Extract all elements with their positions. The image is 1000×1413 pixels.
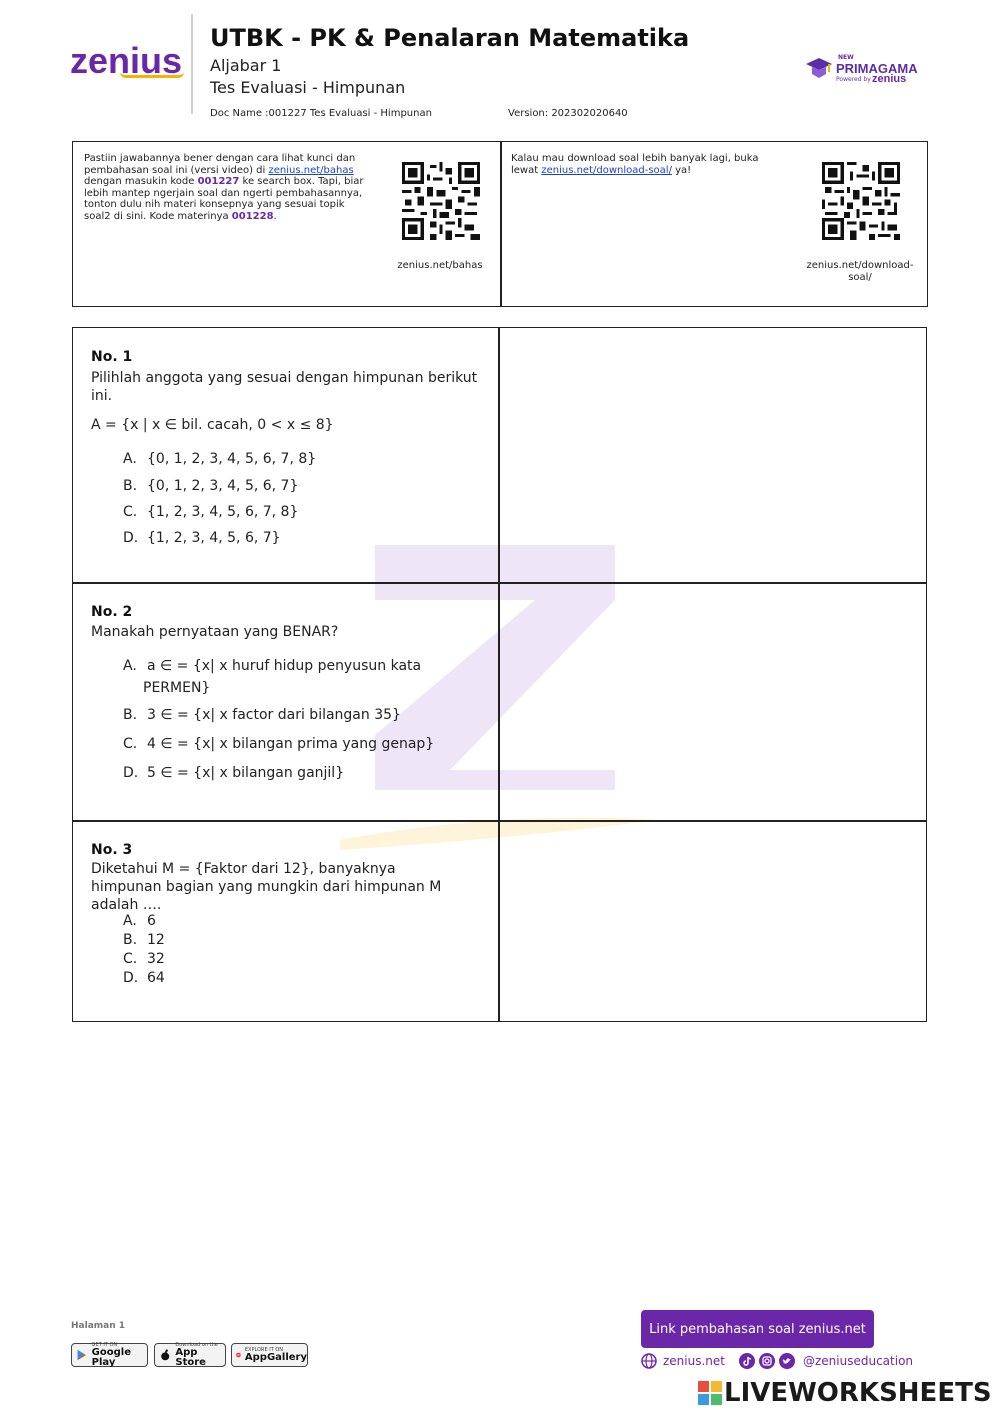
- qr-label-bahas: zenius.net/bahas: [397, 260, 483, 271]
- question-3-option-a[interactable]: A. 6: [123, 913, 156, 929]
- primagama-powered-by: Powered by: [836, 76, 871, 83]
- info-box-divider: [500, 141, 502, 307]
- page-number: Halaman 1: [71, 1321, 126, 1331]
- tiktok-icon[interactable]: [739, 1353, 755, 1369]
- question-row-divider-2: [72, 820, 927, 822]
- question-2-option-d[interactable]: D. 5 ∈ = {x| x bilangan ganjil}: [123, 765, 345, 781]
- question-2-option-b[interactable]: B. 3 ∈ = {x| x factor dari bilangan 35}: [123, 707, 401, 723]
- qr-code-download-icon[interactable]: [822, 162, 900, 240]
- question-1-number: No. 1: [91, 349, 133, 365]
- question-3-option-b[interactable]: B. 12: [123, 932, 165, 948]
- instagram-icon[interactable]: [759, 1353, 775, 1369]
- question-1-text: Pilihlah anggota yang sesuai dengan himpunan berikut ini.: [91, 370, 478, 404]
- twitter-icon[interactable]: [779, 1353, 795, 1369]
- question-2-option-a[interactable]: A. a ∈ = {x| x huruf hidup penyusun kata: [123, 658, 422, 674]
- liveworksheets-logo-icon: [698, 1381, 722, 1405]
- liveworksheets-watermark: LIVEWORKSHEETS: [698, 1378, 992, 1408]
- google-play-icon: [76, 1348, 88, 1362]
- question-1-set-definition: A = {x | x ∈ bil. cacah, 0 < x ≤ 8}: [91, 417, 334, 433]
- question-2-text: Manakah pernyataan yang BENAR?: [91, 624, 339, 640]
- question-3-option-d[interactable]: D. 64: [123, 970, 165, 986]
- question-1-option-b[interactable]: B. {0, 1, 2, 3, 4, 5, 6, 7}: [123, 478, 299, 494]
- website-link[interactable]: zenius.net: [663, 1354, 725, 1368]
- apple-icon: [159, 1348, 171, 1362]
- document-subtitle-topic: Aljabar 1: [210, 56, 282, 75]
- question-1-option-c[interactable]: C. {1, 2, 3, 4, 5, 6, 7, 8}: [123, 504, 299, 520]
- question-3-text: Diketahui M = {Faktor dari 12}, banyaknya himpunan bagian yang mungkin dari himpunan M adalah ….: [91, 861, 442, 913]
- question-3-number: No. 3: [91, 842, 133, 858]
- google-play-badge[interactable]: GET IT ON Google Play: [71, 1343, 148, 1367]
- zenius-logo: zenius: [70, 40, 183, 81]
- social-links: [641, 1352, 913, 1370]
- zenius-logo-smile: [120, 72, 184, 78]
- document-subtitle-test: Tes Evaluasi - Himpunan: [210, 78, 406, 97]
- qr-label-download: zenius.net/download- soal/: [806, 260, 914, 283]
- primagama-powered-brand: zenius: [872, 73, 907, 85]
- graduation-cap-icon: [806, 56, 832, 80]
- globe-icon: [641, 1353, 657, 1369]
- primagama-new-label: NEW: [838, 54, 854, 61]
- info-right-text: Kalau mau download soal lebih banyak lagi, buka lewat zenius.net/download-soal/ ya!: [511, 153, 759, 176]
- question-row-divider-1: [72, 582, 927, 584]
- social-handle[interactable]: @zeniuseducation: [803, 1354, 914, 1368]
- bahas-link[interactable]: zenius.net/bahas: [268, 164, 354, 176]
- question-2-option-c[interactable]: C. 4 ∈ = {x| x bilangan prima yang genap}: [123, 736, 435, 752]
- question-1-option-a[interactable]: A. {0, 1, 2, 3, 4, 5, 6, 7, 8}: [123, 451, 317, 467]
- link-pembahasan-button[interactable]: Link pembahasan soal zenius.net: [641, 1310, 874, 1348]
- app-store-badge[interactable]: Download on the App Store: [154, 1343, 226, 1367]
- app-gallery-badge[interactable]: EXPLORE IT ON AppGallery: [231, 1343, 308, 1367]
- code-001227: 001227: [197, 176, 240, 187]
- info-left-text: Pastiin jawabannya bener dengan cara lihat kunci dan pembahasan soal ini (versi video) di zenius.net/bahas dengan masukin kode 001227 ke search box. Tapi, biar lebih mantep ngerjain soal dan ngerti pembahasannya, tonton dulu nih materi konsepnya yang sesuai topik soal2 di sini. Kode materinya 001228.: [84, 153, 364, 222]
- question-2-number: No. 2: [91, 604, 133, 620]
- primagama-name: PRIMAGAMA: [836, 61, 918, 76]
- doc-name: Doc Name :001227 Tes Evaluasi - Himpunan: [210, 108, 432, 119]
- doc-version: Version: 202302020640: [508, 108, 628, 119]
- download-soal-link[interactable]: zenius.net/download-soal/: [541, 164, 672, 176]
- question-3-option-c[interactable]: C. 32: [123, 951, 165, 967]
- huawei-appgallery-icon: [236, 1348, 241, 1362]
- question-1-option-d[interactable]: D. {1, 2, 3, 4, 5, 6, 7}: [123, 530, 281, 546]
- document-title: UTBK - PK & Penalaran Matematika: [210, 24, 690, 52]
- question-2-option-a-continued: PERMEN}: [143, 680, 211, 696]
- qr-code-bahas-icon[interactable]: [402, 162, 480, 240]
- header-divider: [191, 14, 193, 114]
- code-001228: 001228: [231, 210, 274, 222]
- primagama-logo: [806, 54, 936, 88]
- question-table-column-divider: [498, 327, 500, 1022]
